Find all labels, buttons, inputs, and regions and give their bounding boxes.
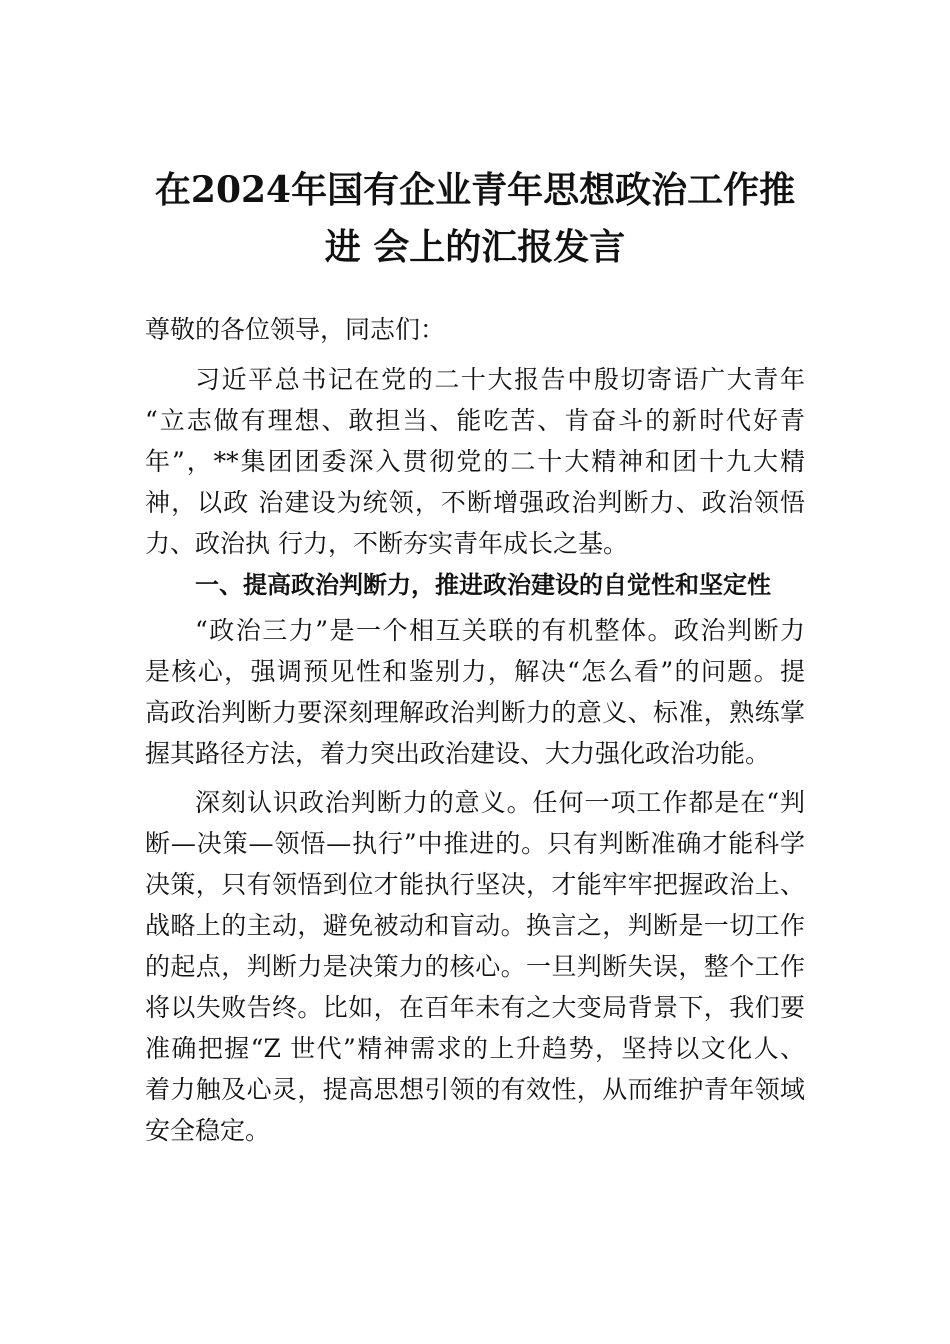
paragraph-line: 的起点，判断力是决策力的核心。一旦判断失误，整个工作 [145,952,805,981]
paragraph-line: 战略上的主动，避免被动和盲动。换言之，判断是一切工作 [145,911,805,940]
intro-line: 习近平总书记在党的二十大报告中殷切寄语广大青年 [195,365,805,394]
paragraph-line: 握其路径方法，着力突出政治建设、大力强化政治功能。 [145,739,771,768]
document-title-line-2: 进 会上的汇报发言 [324,226,626,268]
salutation: 尊敬的各位领导，同志们： [145,315,446,344]
intro-line: 力、政治执 行力，不断夯实青年成长之基。 [145,529,628,558]
paragraph-line: 着力触及心灵，提高思想引领的有效性，从而维护青年领域 [145,1075,805,1104]
paragraph-line: 安全稳定。 [145,1116,271,1145]
intro-line: 神，以政 治建设为统领，不断增强政治判断力、政治领悟 [145,488,805,517]
paragraph-line: 高政治判断力要深刻理解政治判断力的意义、标准，熟练掌 [145,698,805,727]
paragraph-line: 决策，只有领悟到位才能执行坚决，才能牢牢把握政治上、 [145,870,805,899]
paragraph-line: 断—决策—领悟—执行”中推进的。只有判断准确才能科学 [145,829,805,858]
intro-line: 年”，**集团团委深入贯彻党的二十大精神和团十九大精 [145,447,805,476]
paragraph-line: “政治三力”是一个相互关联的有机整体。政治判断力 [195,616,805,645]
section-heading: 一、提高政治判断力，推进政治建设的自觉性和坚定性 [195,571,771,599]
intro-line: “立志做有理想、敢担当、能吃苦、肯奋斗的新时代好青 [145,406,805,435]
paragraph-line: 将以失败告终。比如，在百年未有之大变局背景下，我们要 [145,993,805,1022]
document-title-line-1: 在2024年国有企业青年思想政治工作推 [154,169,796,211]
paragraph-line: 是核心，强调预见性和鉴别力，解决“怎么看”的问题。提 [145,657,805,686]
paragraph-line: 准确把握“Z 世代”精神需求的上升趋势，坚持以文化人、 [145,1034,805,1063]
paragraph-line: 深刻认识政治判断力的意义。任何一项工作都是在“判 [195,788,805,817]
